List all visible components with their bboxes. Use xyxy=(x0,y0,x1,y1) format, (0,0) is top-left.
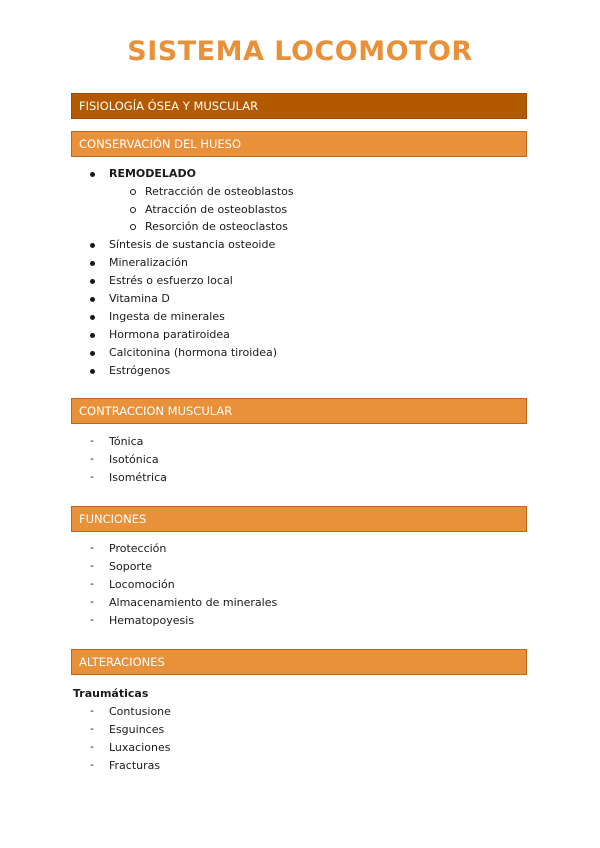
list-item-label: Fracturas xyxy=(109,759,161,772)
list-item-label: Soporte xyxy=(109,560,153,573)
sub-list-item xyxy=(145,220,288,234)
section-header-fisiologia: FISIOLOGÍA ÓSEA Y MUSCULAR xyxy=(71,93,527,119)
list-item xyxy=(90,434,144,449)
list-item xyxy=(109,364,170,378)
list-item-remodelado xyxy=(109,167,196,181)
list-item xyxy=(109,292,170,306)
list-item-label: Retracción de osteoblastos xyxy=(145,185,294,198)
list-item-label: Isométrica xyxy=(109,471,167,484)
list-item-label: Tónica xyxy=(109,435,144,448)
bullet-icon xyxy=(90,351,95,356)
list-item xyxy=(90,704,171,719)
section-header-alteraciones: ALTERACIONES xyxy=(71,649,527,675)
bullet-icon xyxy=(90,279,95,284)
dash-marker: - xyxy=(90,613,94,626)
list-item-label: Estrógenos xyxy=(109,364,171,377)
list-item-label: Locomoción xyxy=(109,578,175,591)
bullet-icon xyxy=(90,243,95,248)
list-item xyxy=(90,541,167,556)
dash-marker: - xyxy=(90,434,94,447)
page-title: SISTEMA LOCOMOTOR xyxy=(127,36,473,67)
dash-marker: - xyxy=(90,758,94,771)
list-item-label: Esguinces xyxy=(109,723,165,736)
section-header-conservacion: CONSERVACIÓN DEL HUESO xyxy=(71,131,527,157)
list-item xyxy=(109,310,225,324)
list-item xyxy=(90,470,167,485)
bullet-icon xyxy=(90,369,95,374)
list-item-label: Hematopoyesis xyxy=(109,614,195,627)
bullet-icon xyxy=(90,297,95,302)
list-item-label: Mineralización xyxy=(109,256,188,269)
list-item xyxy=(109,328,230,342)
list-item-label: Ingesta de minerales xyxy=(109,310,225,323)
dash-marker: - xyxy=(90,470,94,483)
list-item xyxy=(109,346,277,360)
list-item xyxy=(109,238,275,252)
list-item xyxy=(90,452,159,467)
list-item xyxy=(90,740,171,755)
list-item xyxy=(90,577,175,592)
list-item xyxy=(90,722,165,737)
list-item-label: Vitamina D xyxy=(109,292,170,305)
dash-marker: - xyxy=(90,595,94,608)
bullet-icon xyxy=(90,333,95,338)
dash-marker: - xyxy=(90,541,94,554)
circle-bullet-icon xyxy=(130,189,136,195)
bullet-icon xyxy=(90,315,95,320)
dash-marker: - xyxy=(90,722,94,735)
list-item-label: Contusione xyxy=(109,705,171,718)
list-item xyxy=(109,274,233,288)
list-item-label: Resorción de osteoclastos xyxy=(145,220,288,233)
list-item xyxy=(90,595,278,610)
list-item-label: Isotónica xyxy=(109,453,159,466)
section-header-contraccion: CONTRACCION MUSCULAR xyxy=(71,398,527,424)
sub-list-item xyxy=(145,203,287,217)
sub-list-item xyxy=(145,185,294,199)
list-item-label: Síntesis de sustancia osteoide xyxy=(109,238,276,251)
list-item xyxy=(90,758,161,773)
dash-marker: - xyxy=(90,559,94,572)
subsection-title: Traumáticas xyxy=(73,687,149,700)
list-item-label: Protección xyxy=(109,542,167,555)
dash-marker: - xyxy=(90,452,94,465)
list-item-label: Hormona paratiroidea xyxy=(109,328,230,341)
dash-marker: - xyxy=(90,740,94,753)
list-item-label: Atracción de osteoblastos xyxy=(145,203,288,216)
list-item xyxy=(90,613,195,628)
bullet-icon xyxy=(90,172,95,177)
dash-marker: - xyxy=(90,704,94,717)
list-item-label: Almacenamiento de minerales xyxy=(109,596,278,609)
list-item xyxy=(109,256,188,270)
list-item xyxy=(90,559,153,574)
bullet-icon xyxy=(90,261,95,266)
list-item-label: Estrés o esfuerzo local xyxy=(109,274,233,287)
dash-marker: - xyxy=(90,577,94,590)
list-item-label: Luxaciones xyxy=(109,741,171,754)
list-item-label: REMODELADO xyxy=(109,167,196,180)
circle-bullet-icon xyxy=(130,207,136,213)
circle-bullet-icon xyxy=(130,224,136,230)
list-item-label: Calcitonina (hormona tiroidea) xyxy=(109,346,278,359)
section-header-funciones: FUNCIONES xyxy=(71,506,527,532)
